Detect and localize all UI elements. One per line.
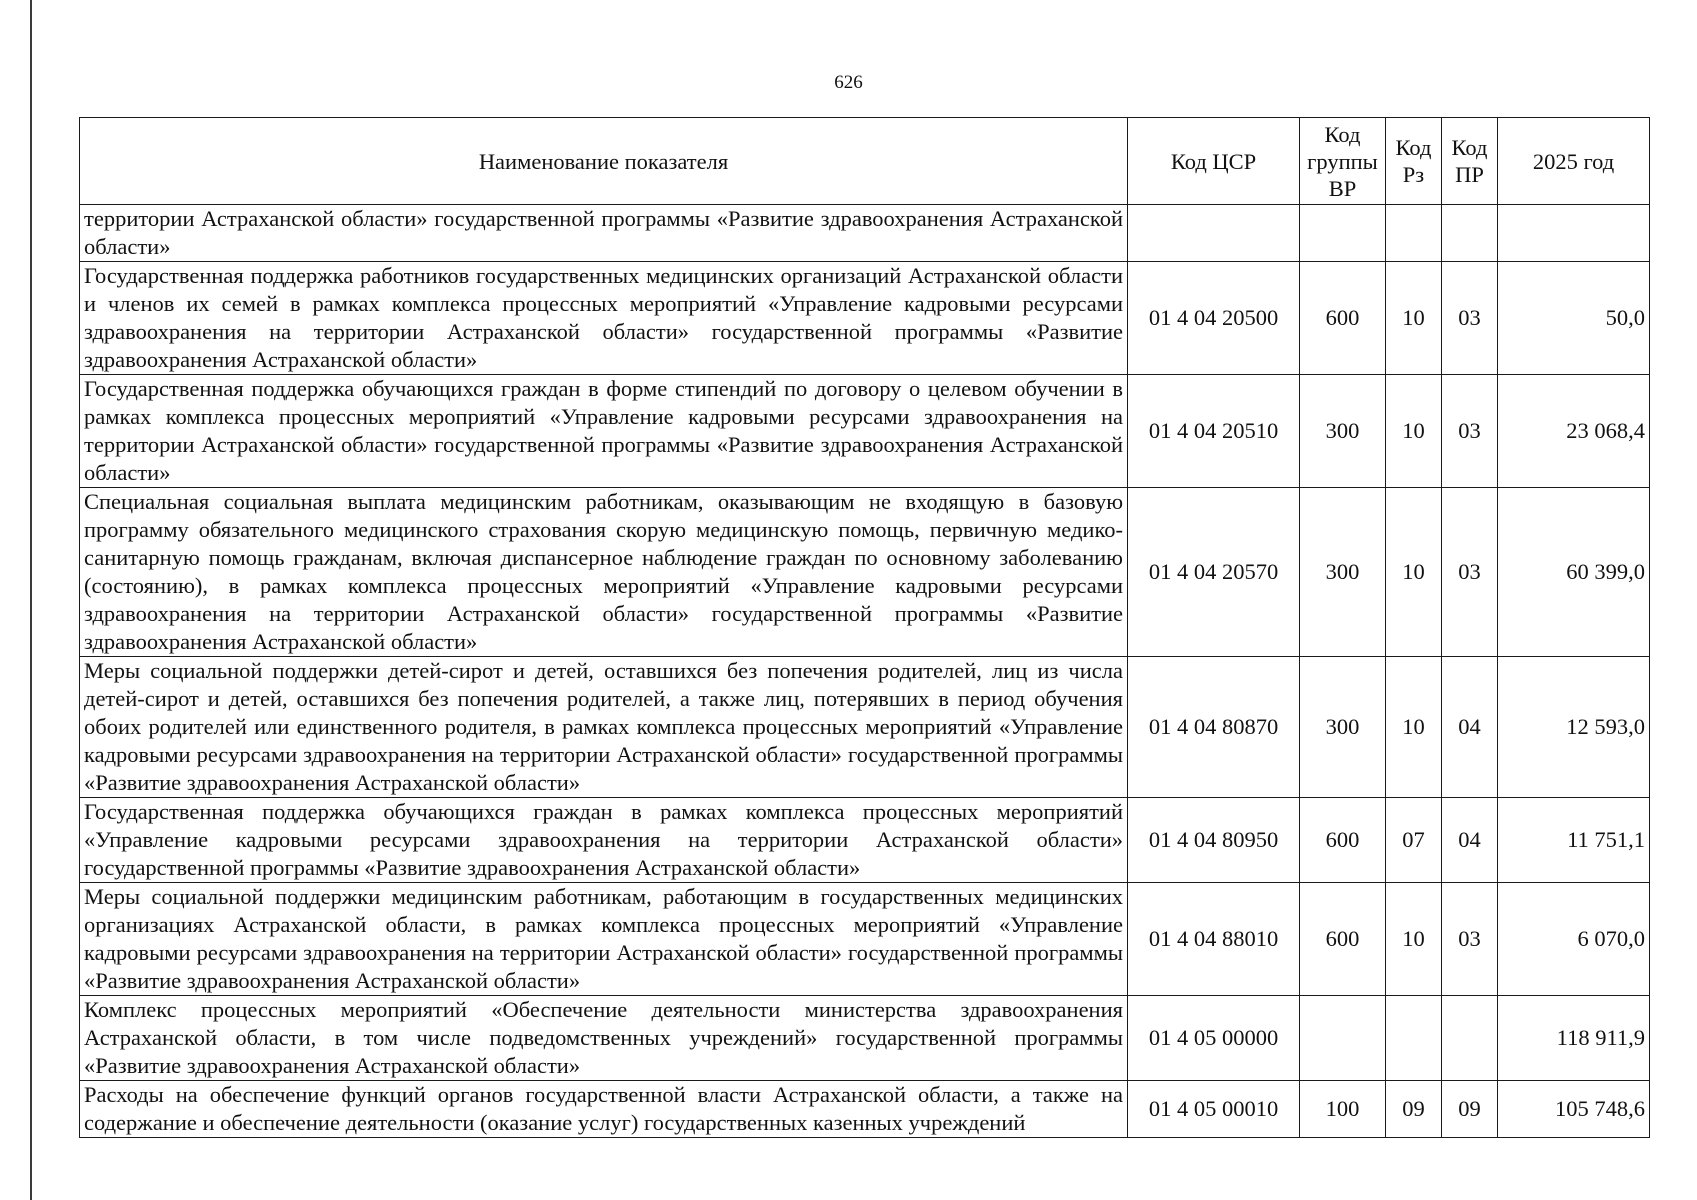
- header-pr-line-1: Код: [1451, 135, 1488, 160]
- row-name: Комплекс процессных мероприятий «Обеспечение деятельности министерства здравоохранения Астраханской области, в том числе подведомственных учреждений» государственной программы «Развитие здравоохранения Астраханской области»: [80, 996, 1128, 1081]
- row-vr: 100: [1300, 1081, 1386, 1138]
- row-amount: 11 751,1: [1498, 798, 1650, 883]
- table-row: [80, 1081, 1650, 1138]
- row-vr: [1300, 205, 1386, 262]
- header-pr: [1442, 118, 1498, 205]
- budget-table: [79, 117, 1650, 1138]
- row-vr: 600: [1300, 883, 1386, 996]
- row-amount: [1498, 205, 1650, 262]
- header-vr: [1300, 118, 1386, 205]
- table-row: [80, 798, 1650, 883]
- row-vr: 600: [1300, 262, 1386, 375]
- row-amount: 50,0: [1498, 262, 1650, 375]
- header-vr-line-1: Код: [1324, 121, 1361, 147]
- row-rz: 09: [1386, 1081, 1442, 1138]
- row-csr: 01 4 04 80950: [1128, 798, 1300, 883]
- row-csr: 01 4 04 88010: [1128, 883, 1300, 996]
- row-pr: 09: [1442, 1081, 1498, 1138]
- header-rz: [1386, 118, 1442, 205]
- row-csr: 01 4 04 80870: [1128, 657, 1300, 798]
- row-name: Государственная поддержка обучающихся граждан в форме стипендий по договору о целевом обучении в рамках комплекса процессных мероприятий «Управление кадровыми ресурсами здравоохранения на территории Астраханской области» государственной программы «Развитие здравоохранения Астраханской области»: [80, 375, 1128, 488]
- header-rz-line-2: Рз: [1402, 162, 1425, 187]
- table-header-row: [80, 118, 1650, 205]
- row-vr: 600: [1300, 798, 1386, 883]
- table-row: [80, 996, 1650, 1081]
- row-name: Меры социальной поддержки детей-сирот и детей, оставшихся без попечения родителей, лиц из числа детей-сирот и детей, оставшихся без попечения родителей, а также лиц, потерявших в период обучения обоих родителей или единственного родителя, в рамках комплекса процессных мероприятий «Управление кадровыми ресурсами здравоохранения на территории Астраханской области» государственной программы «Развитие здравоохранения Астраханской области»: [80, 657, 1128, 798]
- table-row: [80, 205, 1650, 262]
- row-csr: [1128, 205, 1300, 262]
- row-rz: [1386, 996, 1442, 1081]
- row-amount: 118 911,9: [1498, 996, 1650, 1081]
- row-name: Государственная поддержка обучающихся граждан в рамках комплекса процессных мероприятий «Управление кадровыми ресурсами здравоохранения на территории Астраханской области» государственной программы «Развитие здравоохранения Астраханской области»: [80, 798, 1128, 883]
- row-pr: 04: [1442, 798, 1498, 883]
- row-pr: 03: [1442, 488, 1498, 657]
- row-vr: 300: [1300, 657, 1386, 798]
- table-row: [80, 488, 1650, 657]
- row-rz: 10: [1386, 262, 1442, 375]
- row-rz: 07: [1386, 798, 1442, 883]
- header-pr-line-2: ПР: [1455, 162, 1484, 187]
- row-pr: [1442, 205, 1498, 262]
- page-number: 626: [834, 72, 863, 93]
- row-amount: 105 748,6: [1498, 1081, 1650, 1138]
- row-amount: 23 068,4: [1498, 375, 1650, 488]
- header-csr: Код ЦСР: [1128, 118, 1300, 205]
- header-vr-line-2: группы: [1307, 148, 1378, 174]
- table-row: [80, 657, 1650, 798]
- row-vr: [1300, 996, 1386, 1081]
- row-pr: [1442, 996, 1498, 1081]
- table-row: [80, 883, 1650, 996]
- row-csr: 01 4 04 20510: [1128, 375, 1300, 488]
- table-row: [80, 262, 1650, 375]
- header-rz-line-1: Код: [1395, 135, 1432, 160]
- row-vr: 300: [1300, 375, 1386, 488]
- row-pr: 03: [1442, 883, 1498, 996]
- row-csr: 01 4 05 00000: [1128, 996, 1300, 1081]
- row-vr: 300: [1300, 488, 1386, 657]
- row-csr: 01 4 04 20500: [1128, 262, 1300, 375]
- row-name: Специальная социальная выплата медицинским работникам, оказывающим не входящую в базовую программу обязательного медицинского страхования скорую медицинскую помощь, первичную медико-санитарную помощь гражданам, включая диспансерное наблюдение граждан по основному заболеванию (состоянию), в рамках комплекса процессных мероприятий «Управление кадровыми ресурсами здравоохранения на территории Астраханской области» государственной программы «Развитие здравоохранения Астраханской области»: [80, 488, 1128, 657]
- row-rz: 10: [1386, 375, 1442, 488]
- row-rz: 10: [1386, 883, 1442, 996]
- row-csr: 01 4 05 00010: [1128, 1081, 1300, 1138]
- row-name: Государственная поддержка работников государственных медицинских организаций Астраханской области и членов их семей в рамках комплекса процессных мероприятий «Управление кадровыми ресурсами здравоохранения на территории Астраханской области» государственной программы «Развитие здравоохранения Астраханской области»: [80, 262, 1128, 375]
- row-rz: 10: [1386, 657, 1442, 798]
- header-vr-line-3: ВР: [1328, 175, 1357, 201]
- row-rz: 10: [1386, 488, 1442, 657]
- row-name: Расходы на обеспечение функций органов государственной власти Астраханской области, а также на содержание и обеспечение деятельности (оказание услуг) государственных казенных учреждений: [80, 1081, 1128, 1138]
- row-pr: 04: [1442, 657, 1498, 798]
- row-pr: 03: [1442, 262, 1498, 375]
- row-name: территории Астраханской области» государственной программы «Развитие здравоохранения Астраханской области»: [80, 205, 1128, 262]
- table-row: [80, 375, 1650, 488]
- header-name: Наименование показателя: [80, 118, 1128, 205]
- row-amount: 60 399,0: [1498, 488, 1650, 657]
- header-year: 2025 год: [1498, 118, 1650, 205]
- row-amount: 6 070,0: [1498, 883, 1650, 996]
- row-name: Меры социальной поддержки медицинским работникам, работающим в государственных медицинских организациях Астраханской области, в рамках комплекса процессных мероприятий «Управление кадровыми ресурсами здравоохранения на территории Астраханской области» государственной программы «Развитие здравоохранения Астраханской области»: [80, 883, 1128, 996]
- row-pr: 03: [1442, 375, 1498, 488]
- row-csr: 01 4 04 20570: [1128, 488, 1300, 657]
- row-rz: [1386, 205, 1442, 262]
- binding-margin-line: [30, 0, 32, 1200]
- row-amount: 12 593,0: [1498, 657, 1650, 798]
